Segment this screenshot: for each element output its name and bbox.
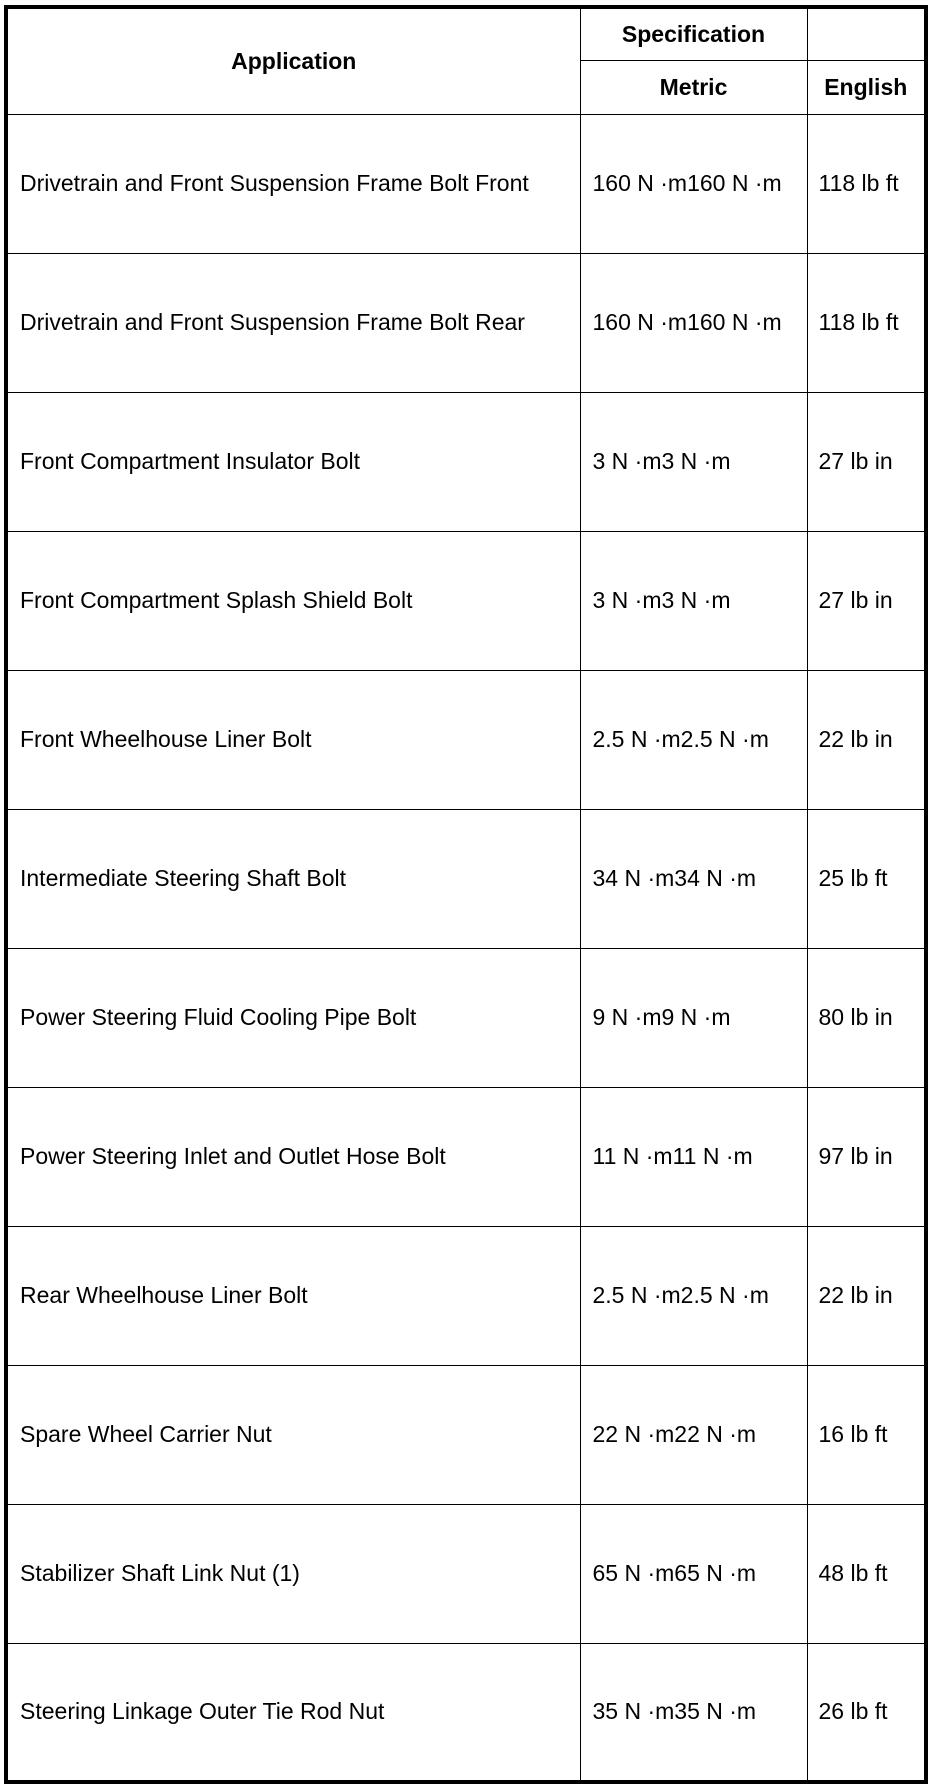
- metric-cell: 65 N ·m65 N ·m: [580, 1504, 807, 1643]
- metric-cell: 2.5 N ·m2.5 N ·m: [580, 1226, 807, 1365]
- table-row: [6, 1643, 926, 1782]
- english-cell: 97 lb in: [807, 1087, 926, 1226]
- english-cell: 22 lb in: [807, 1226, 926, 1365]
- metric-cell: 160 N ·m160 N ·m: [580, 253, 807, 392]
- application-cell: Steering Linkage Outer Tie Rod Nut: [6, 1643, 580, 1782]
- torque-spec-table: [4, 5, 928, 1784]
- english-cell: 27 lb in: [807, 392, 926, 531]
- application-cell: Front Compartment Insulator Bolt: [6, 392, 580, 531]
- metric-cell: 22 N ·m22 N ·m: [580, 1365, 807, 1504]
- application-cell: Rear Wheelhouse Liner Bolt: [6, 1226, 580, 1365]
- application-cell: Intermediate Steering Shaft Bolt: [6, 809, 580, 948]
- application-cell: Front Wheelhouse Liner Bolt: [6, 670, 580, 809]
- metric-cell: 35 N ·m35 N ·m: [580, 1643, 807, 1782]
- english-cell: 48 lb ft: [807, 1504, 926, 1643]
- table-row: [6, 1504, 926, 1643]
- table-row: [6, 253, 926, 392]
- application-cell: Power Steering Inlet and Outlet Hose Bolt: [6, 1087, 580, 1226]
- table-row: [6, 114, 926, 253]
- metric-header: Metric: [580, 60, 807, 114]
- table-row: [6, 1365, 926, 1504]
- blank-header-cell: [807, 7, 926, 60]
- table-header: [6, 7, 926, 114]
- application-cell: Drivetrain and Front Suspension Frame Bolt Front: [6, 114, 580, 253]
- application-cell: Drivetrain and Front Suspension Frame Bolt Rear: [6, 253, 580, 392]
- metric-cell: 3 N ·m3 N ·m: [580, 531, 807, 670]
- metric-cell: 9 N ·m9 N ·m: [580, 948, 807, 1087]
- english-cell: 118 lb ft: [807, 114, 926, 253]
- metric-cell: 11 N ·m11 N ·m: [580, 1087, 807, 1226]
- application-cell: Spare Wheel Carrier Nut: [6, 1365, 580, 1504]
- application-cell: Power Steering Fluid Cooling Pipe Bolt: [6, 948, 580, 1087]
- table-row: [6, 809, 926, 948]
- metric-cell: 34 N ·m34 N ·m: [580, 809, 807, 948]
- table-row: [6, 1226, 926, 1365]
- english-cell: 16 lb ft: [807, 1365, 926, 1504]
- table-row: [6, 948, 926, 1087]
- header-row-1: [6, 7, 926, 60]
- english-cell: 25 lb ft: [807, 809, 926, 948]
- metric-cell: 2.5 N ·m2.5 N ·m: [580, 670, 807, 809]
- english-cell: 118 lb ft: [807, 253, 926, 392]
- application-cell: Stabilizer Shaft Link Nut (1): [6, 1504, 580, 1643]
- metric-cell: 160 N ·m160 N ·m: [580, 114, 807, 253]
- english-cell: 27 lb in: [807, 531, 926, 670]
- table-row: [6, 392, 926, 531]
- specification-header: Specification: [580, 7, 807, 60]
- application-header: Application: [6, 7, 580, 114]
- english-cell: 26 lb ft: [807, 1643, 926, 1782]
- application-cell: Front Compartment Splash Shield Bolt: [6, 531, 580, 670]
- table-row: [6, 531, 926, 670]
- metric-cell: 3 N ·m3 N ·m: [580, 392, 807, 531]
- english-cell: 22 lb in: [807, 670, 926, 809]
- table-body: [6, 114, 926, 1782]
- english-cell: 80 lb in: [807, 948, 926, 1087]
- english-header: English: [807, 60, 926, 114]
- table-row: [6, 670, 926, 809]
- table-row: [6, 1087, 926, 1226]
